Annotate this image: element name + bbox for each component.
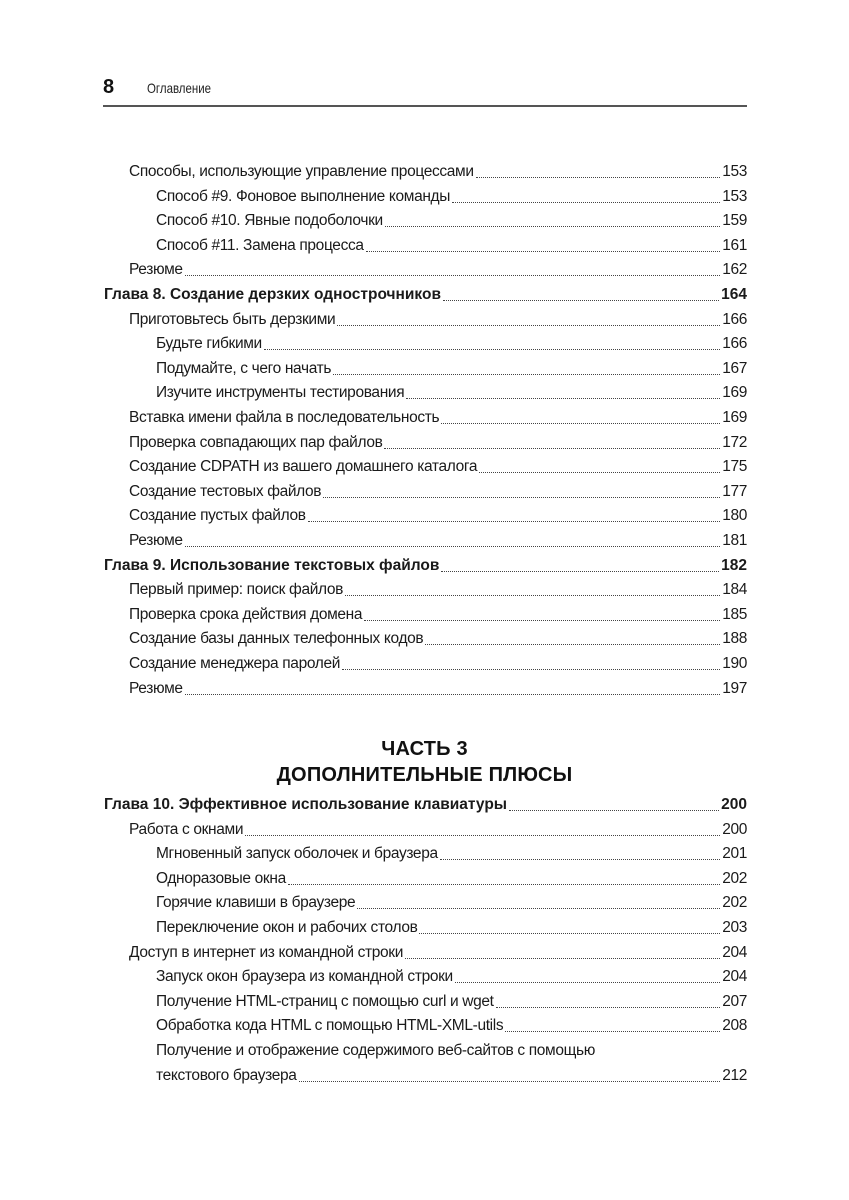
toc-page-number: 208 bbox=[722, 1017, 747, 1035]
dot-leader bbox=[299, 1069, 721, 1082]
toc-entry-title: Создание пустых файлов bbox=[129, 507, 306, 525]
toc-entry-title: Создание тестовых файлов bbox=[129, 482, 322, 500]
dot-leader bbox=[357, 896, 720, 909]
toc-entry[interactable] bbox=[156, 330, 747, 354]
dot-leader bbox=[323, 485, 720, 498]
toc-page-number: 204 bbox=[722, 968, 747, 986]
toc-page-number: 212 bbox=[722, 1066, 747, 1084]
toc-entry-title: Первый пример: поиск файлов bbox=[129, 581, 344, 599]
toc-entry[interactable] bbox=[156, 379, 747, 403]
dot-leader bbox=[245, 823, 720, 836]
toc-entry[interactable] bbox=[129, 527, 747, 551]
toc-entry[interactable] bbox=[129, 576, 747, 600]
toc-page-number: 153 bbox=[722, 187, 747, 205]
toc-entry-title-line1[interactable]: Получение и отображение содержимого веб-сайтов с помощью bbox=[156, 1042, 595, 1059]
toc-page-number: 201 bbox=[722, 845, 747, 863]
part-title: ДОПОЛНИТЕЛЬНЫЕ ПЛЮСЫ bbox=[276, 764, 573, 786]
dot-leader bbox=[496, 995, 721, 1008]
toc-page-number: 207 bbox=[722, 992, 747, 1010]
toc-page-number: 204 bbox=[722, 943, 747, 961]
toc-entry-title: Создание менеджера паролей bbox=[129, 655, 341, 672]
toc-entry-title: Проверка совпадающих пар файлов bbox=[129, 433, 383, 451]
toc-chapter-entry[interactable] bbox=[104, 281, 747, 305]
dot-leader bbox=[345, 583, 720, 596]
dot-leader bbox=[419, 921, 720, 934]
toc-page-number: 203 bbox=[722, 919, 747, 936]
toc-page-number: 177 bbox=[722, 482, 747, 500]
toc-entry-title: Будьте гибкими bbox=[156, 335, 262, 353]
toc-page-number: 153 bbox=[722, 163, 747, 180]
toc-page-number: 190 bbox=[722, 655, 747, 672]
toc-entry[interactable] bbox=[129, 502, 747, 526]
dot-leader bbox=[479, 460, 720, 473]
dot-leader bbox=[441, 411, 720, 424]
toc-entry-title: Мгновенный запуск оболочек и браузера bbox=[156, 845, 438, 863]
toc-entry-title: Резюме bbox=[129, 532, 183, 549]
dot-leader bbox=[308, 509, 721, 522]
toc-entry-title: Глава 8. Создание дерзких однострочников bbox=[104, 286, 441, 303]
toc-entry[interactable] bbox=[129, 601, 747, 625]
toc-chapter-entry[interactable] bbox=[104, 552, 747, 576]
toc-entry-title: Глава 10. Эффективное использование клавиатуры bbox=[104, 796, 508, 813]
toc-entry[interactable] bbox=[156, 988, 747, 1012]
dot-leader bbox=[366, 239, 721, 252]
toc-page-number: 200 bbox=[721, 796, 747, 813]
dot-leader bbox=[476, 165, 721, 178]
toc-page-number: 184 bbox=[722, 581, 747, 599]
toc-page-number: 202 bbox=[722, 894, 747, 912]
toc-entry-title: Переключение окон и рабочих столов bbox=[156, 919, 418, 936]
toc-entry-title: текстового браузера bbox=[156, 1066, 297, 1084]
dot-leader bbox=[505, 1019, 720, 1032]
toc-entry[interactable] bbox=[156, 963, 747, 987]
toc-page-number: 161 bbox=[722, 236, 747, 254]
dot-leader bbox=[443, 288, 719, 301]
toc-entry[interactable] bbox=[129, 650, 747, 674]
toc-entry[interactable] bbox=[156, 914, 747, 938]
toc-page-number: 162 bbox=[722, 261, 747, 279]
toc-entry-title: Доступ в интернет из командной строки bbox=[129, 943, 404, 961]
dot-leader bbox=[440, 847, 720, 860]
toc-entry[interactable] bbox=[156, 840, 747, 864]
dot-leader bbox=[509, 798, 719, 811]
toc-entry-title: Вставка имени файла в последовательность bbox=[129, 409, 440, 426]
toc-page-number: 169 bbox=[722, 409, 747, 426]
toc-page-number: 197 bbox=[722, 679, 747, 697]
toc-page-number: 169 bbox=[722, 384, 747, 402]
toc-entry[interactable] bbox=[129, 429, 747, 453]
toc-entry[interactable] bbox=[129, 306, 747, 330]
toc-page-number: 167 bbox=[722, 359, 747, 377]
toc-entry-title: Создание базы данных телефонных кодов bbox=[129, 630, 424, 648]
dot-leader bbox=[264, 337, 720, 350]
toc-entry[interactable] bbox=[129, 939, 747, 963]
dot-leader bbox=[406, 386, 720, 399]
toc-entry-title: Резюме bbox=[129, 261, 183, 279]
toc-page-number: 202 bbox=[722, 869, 747, 887]
dot-leader bbox=[185, 682, 721, 695]
part-label: ЧАСТЬ 3 bbox=[381, 738, 468, 760]
toc-page-number: 182 bbox=[721, 556, 747, 574]
toc-entry-title: Глава 9. Использование текстовых файлов bbox=[104, 556, 440, 574]
toc-entry[interactable] bbox=[156, 232, 747, 256]
toc-entry[interactable] bbox=[156, 1062, 747, 1086]
toc-entry-title: Обработка кода HTML с помощью HTML-XML-utils bbox=[156, 1017, 504, 1035]
toc-entry-title: Запуск окон браузера из командной строки bbox=[156, 968, 453, 986]
dot-leader bbox=[337, 313, 720, 326]
toc-entry[interactable] bbox=[156, 889, 747, 913]
running-title: Оглавление bbox=[147, 80, 212, 96]
toc-entry[interactable] bbox=[129, 816, 747, 840]
dot-leader bbox=[288, 872, 720, 885]
toc-entry-title: Приготовьтесь быть дерзкими bbox=[129, 310, 336, 328]
toc-entry[interactable] bbox=[129, 256, 747, 280]
toc-entry[interactable] bbox=[129, 625, 747, 649]
toc-page-number: 166 bbox=[722, 335, 747, 353]
dot-leader bbox=[185, 534, 721, 547]
dot-leader bbox=[441, 559, 719, 572]
toc-entry[interactable] bbox=[129, 404, 747, 428]
toc-entry-title: Способы, использующие управление процессами bbox=[129, 163, 474, 180]
toc-entry[interactable] bbox=[156, 207, 747, 231]
toc-entry-title: Одноразовые окна bbox=[156, 869, 286, 887]
dot-leader bbox=[185, 263, 721, 276]
toc-entry[interactable] bbox=[129, 453, 747, 477]
dot-leader bbox=[384, 436, 720, 449]
page-number: 8 bbox=[103, 76, 115, 98]
toc-page-number: 188 bbox=[722, 630, 747, 648]
dot-leader bbox=[333, 362, 720, 375]
page-header bbox=[103, 76, 747, 102]
toc-entry-title: Создание CDPATH из вашего домашнего каталога bbox=[129, 458, 478, 476]
dot-leader bbox=[364, 608, 720, 621]
toc-entry-title: Получение HTML-страниц с помощью curl и wget bbox=[156, 992, 494, 1010]
header-rule bbox=[103, 105, 747, 107]
toc-entry[interactable] bbox=[156, 183, 747, 207]
toc-entry[interactable] bbox=[156, 865, 747, 889]
toc-entry[interactable] bbox=[129, 675, 747, 699]
dot-leader bbox=[425, 632, 720, 645]
toc-page-number: 164 bbox=[721, 286, 747, 303]
toc-entry[interactable] bbox=[129, 158, 747, 182]
toc-entry-title: Подумайте, с чего начать bbox=[156, 359, 332, 377]
toc-entry-title: Изучите инструменты тестирования bbox=[156, 384, 405, 402]
toc-page-number: 175 bbox=[722, 458, 747, 476]
toc-entry-title: Способ #11. Замена процесса bbox=[156, 236, 364, 254]
dot-leader bbox=[385, 214, 720, 227]
toc-entry[interactable] bbox=[129, 478, 747, 502]
toc-entry-title: Способ #10. Явные подоболочки bbox=[156, 212, 383, 230]
toc-entry[interactable] bbox=[156, 355, 747, 379]
toc-page-number: 172 bbox=[722, 433, 747, 451]
dot-leader bbox=[342, 657, 720, 670]
dot-leader bbox=[452, 190, 720, 203]
toc-entry-title: Способ #9. Фоновое выполнение команды bbox=[156, 187, 451, 205]
toc-chapter-entry[interactable] bbox=[104, 791, 747, 815]
toc-entry[interactable] bbox=[156, 1012, 747, 1036]
toc-entry-title: Проверка срока действия домена bbox=[129, 605, 363, 623]
dot-leader bbox=[455, 970, 720, 983]
toc-page-number: 185 bbox=[722, 605, 747, 623]
toc-page-number: 159 bbox=[722, 212, 747, 230]
toc-entry-title: Горячие клавиши в браузере bbox=[156, 894, 356, 912]
dot-leader bbox=[405, 946, 720, 959]
toc-page-number: 181 bbox=[722, 532, 747, 549]
toc-page-number: 180 bbox=[722, 507, 747, 525]
toc-page-number: 200 bbox=[722, 820, 747, 838]
toc-entry-title: Работа с окнами bbox=[129, 820, 244, 838]
toc-page-number: 166 bbox=[722, 310, 747, 328]
toc-entry-title: Резюме bbox=[129, 679, 183, 697]
